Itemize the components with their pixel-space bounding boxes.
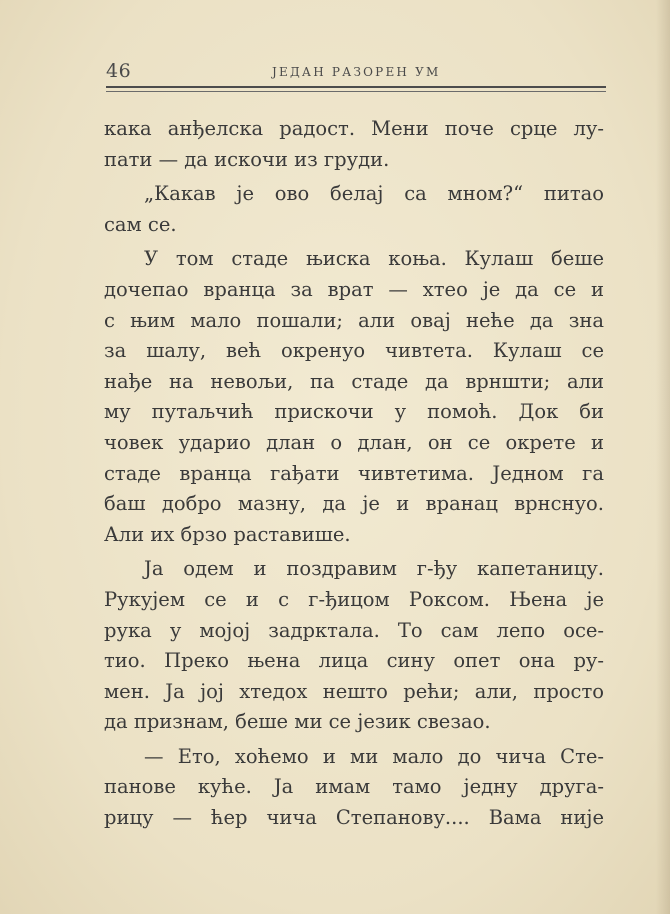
text-line: баш добро мазну, да је и вранац врнснуо. (104, 492, 604, 516)
text-line: мен. Ја јој хтедох нешто рећи; али, просто (104, 679, 604, 703)
text-line: кака анђелска радост. Мени поче срце лу- (104, 117, 604, 140)
page-number: 46 (106, 60, 132, 82)
text-line: — Ето, хоћемо и ми мало до чича Сте- (144, 744, 604, 768)
text-line: рука у мојој задрктала. То сам лепо осе- (104, 618, 604, 642)
header-rule-thin (106, 91, 606, 92)
text-line: да признам, беше ми се језик свезао. (104, 710, 491, 734)
text-line: с њим мало пошали; али овај неће да зна (104, 308, 604, 332)
text-line: У том стаде њиска коња. Кулаш беше (144, 247, 604, 271)
running-header (106, 60, 606, 84)
text-line: сам се. (104, 212, 177, 236)
text-line: дочепао вранца за врат — хтео је да се и (104, 277, 604, 301)
header-rule-thick (106, 86, 606, 88)
text-line: панове куће. Ја имам тамо једну друга- (104, 775, 604, 799)
page-edge-shadow (656, 0, 670, 914)
text-line: стаде вранца гађати чивтетима. Једном га (104, 461, 604, 485)
body-text (104, 114, 604, 834)
text-line: човек ударио длан о длан, он се окрете и (104, 430, 604, 454)
text-line: тио. Преко њена лица сину опет она ру- (104, 649, 604, 673)
text-line: Ја одем и поздравим г-ђу капетаницу. (144, 557, 604, 581)
text-line: пати — да искочи из груди. (104, 147, 390, 171)
text-line: рицу — ћер чича Степанову.... Вама није (104, 806, 604, 830)
text-line: „Какав је ово белај са мном?“ питао (144, 182, 604, 206)
running-title: ЈЕДАН РАЗОРЕН УМ (272, 65, 441, 79)
text-line: Рукујем се и с г-ђицом Роксом. Њена је (104, 587, 604, 611)
text-line: за шалу, већ окренуо чивтета. Кулаш се (104, 339, 604, 363)
text-line: нађе на невољи, па стаде да врншти; али (104, 369, 604, 393)
text-line: му путаљчић прискочи у помоћ. Док би (104, 400, 604, 424)
text-line: Али их брзо раставише. (104, 522, 351, 546)
